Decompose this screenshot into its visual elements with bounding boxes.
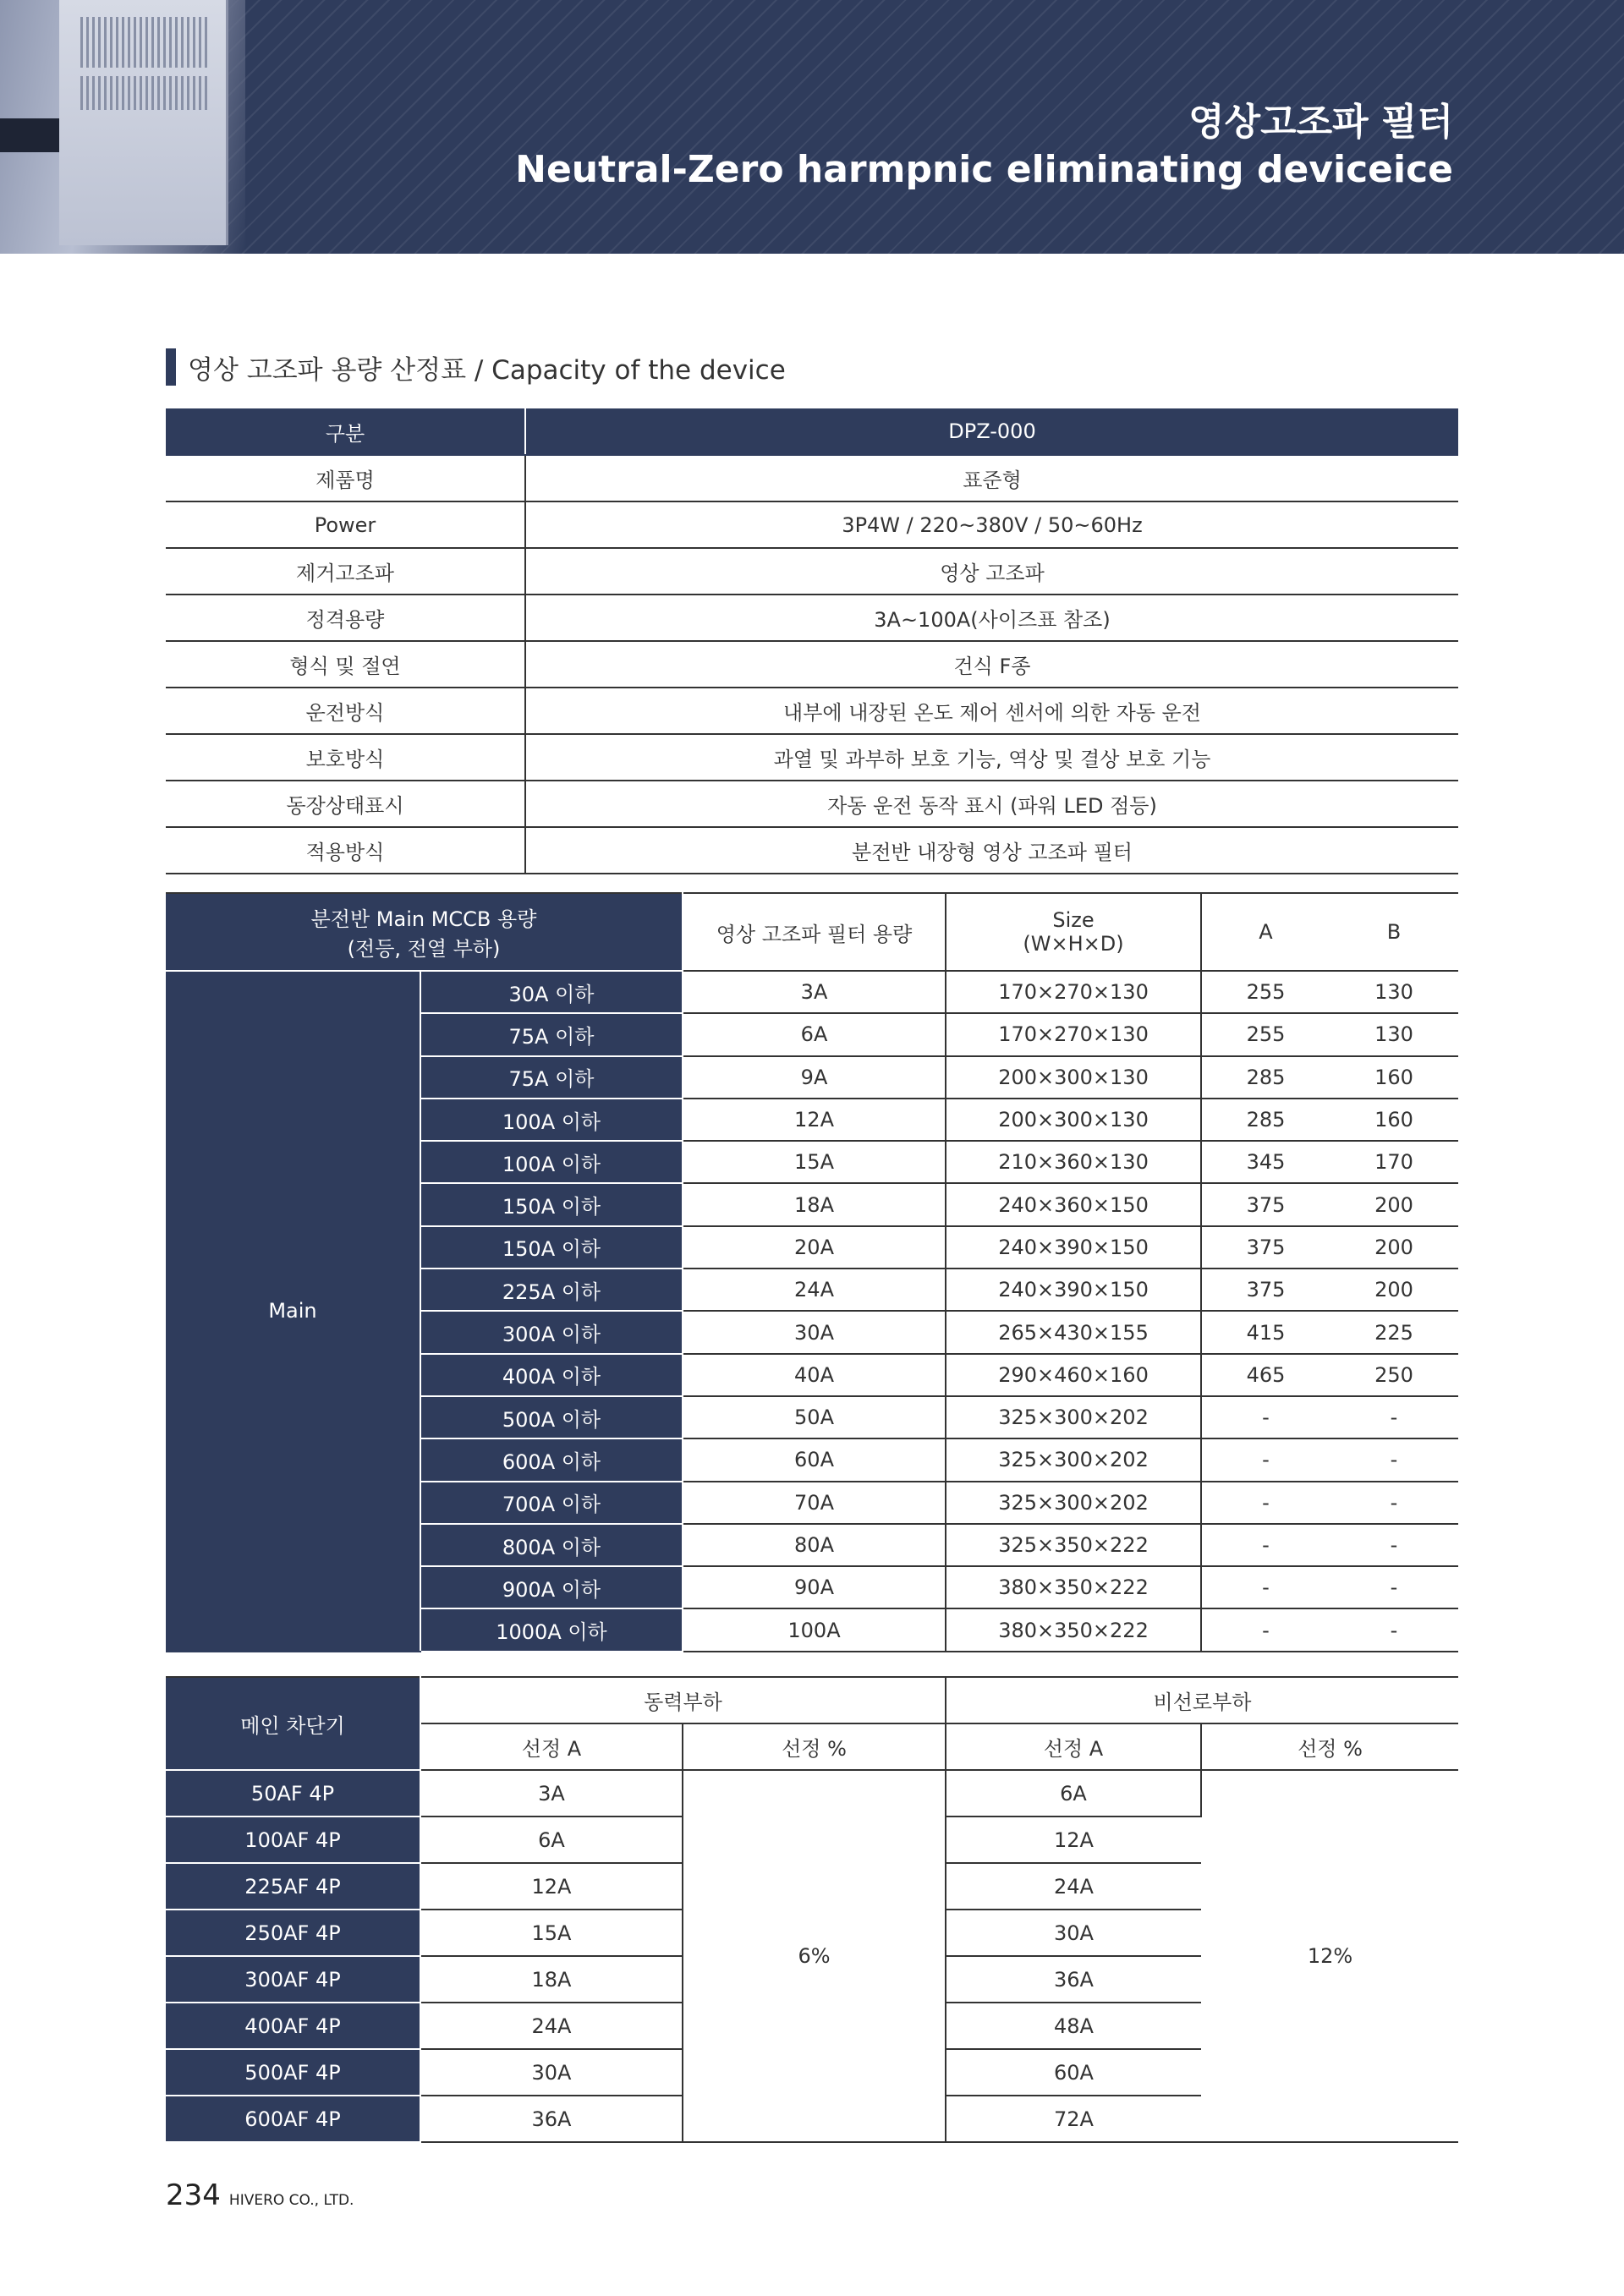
breaker-value: 500AF 4P [166, 2049, 420, 2096]
b-value: 200 [1330, 1183, 1458, 1225]
power-sel-pct-header: 선정 % [683, 1723, 946, 1770]
machine-panel [0, 118, 59, 152]
breaker-header: 메인 차단기 [166, 1677, 420, 1770]
mccb-value: 100A 이하 [420, 1099, 683, 1141]
spec-value: 분전반 내장형 영상 고조파 필터 [525, 827, 1458, 874]
b-value: - [1330, 1396, 1458, 1438]
power-a-value: 3A [420, 1770, 683, 1817]
spec-label: 동장상태표시 [166, 781, 525, 827]
size-value: 210×360×130 [946, 1141, 1201, 1183]
spec-label: Power [166, 501, 525, 548]
a-value: 375 [1201, 1226, 1330, 1269]
power-a-value: 36A [420, 2096, 683, 2142]
power-pct-value: 6% [683, 1770, 946, 2142]
capacity-value: 50A [683, 1396, 946, 1438]
size-value: 325×350×222 [946, 1524, 1201, 1566]
a-value: 415 [1201, 1311, 1330, 1353]
nonlinear-sel-pct-header: 선정 % [1201, 1723, 1458, 1770]
power-a-value: 18A [420, 1956, 683, 2003]
b-value: 130 [1330, 1013, 1458, 1055]
b-value: 160 [1330, 1099, 1458, 1141]
a-value: - [1201, 1438, 1330, 1481]
size-row [166, 971, 1458, 1013]
a-value: 465 [1201, 1354, 1330, 1396]
nonlinear-a-value: 72A [946, 2096, 1201, 2142]
spec-label: 정격용량 [166, 595, 525, 641]
spec-row [166, 641, 1458, 688]
a-value: - [1201, 1608, 1330, 1651]
spec-row [166, 688, 1458, 734]
a-value: 375 [1201, 1269, 1330, 1311]
spec-row [166, 595, 1458, 641]
capacity-header: 영상 고조파 필터 용량 [683, 893, 946, 971]
spec-label: 형식 및 절연 [166, 641, 525, 688]
b-value: - [1330, 1524, 1458, 1566]
breaker-row [166, 1770, 1458, 1817]
b-header: B [1330, 893, 1458, 971]
b-value: 170 [1330, 1141, 1458, 1183]
mccb-value: 150A 이하 [420, 1226, 683, 1269]
a-value: 285 [1201, 1099, 1330, 1141]
banner-title-korean: 영상고조파 필터 [1188, 101, 1453, 144]
mccb-header-line1: 분전반 Main MCCB 용량 [310, 907, 537, 931]
mccb-value: 800A 이하 [420, 1524, 683, 1566]
size-value: 325×300×202 [946, 1396, 1201, 1438]
mccb-value: 700A 이하 [420, 1482, 683, 1524]
nonlinear-sel-a-header: 선정 A [946, 1723, 1201, 1770]
b-value: 130 [1330, 971, 1458, 1013]
spec-label: 제거고조파 [166, 548, 525, 595]
mccb-header [166, 893, 683, 971]
breaker-value: 250AF 4P [166, 1910, 420, 1956]
power-a-value: 24A [420, 2003, 683, 2049]
capacity-value: 100A [683, 1608, 946, 1651]
a-value: - [1201, 1482, 1330, 1524]
spec-label: 제품명 [166, 455, 525, 501]
spec-label: 적용방식 [166, 827, 525, 874]
capacity-value: 80A [683, 1524, 946, 1566]
size-value: 170×270×130 [946, 971, 1201, 1013]
spec-row [166, 548, 1458, 595]
power-sel-a-header: 선정 A [420, 1723, 683, 1770]
power-a-value: 15A [420, 1910, 683, 1956]
nonlinear-a-value: 60A [946, 2049, 1201, 2096]
mccb-value: 600A 이하 [420, 1438, 683, 1481]
company-name: HIVERO CO., LTD. [228, 2192, 354, 2209]
breaker-value: 225AF 4P [166, 1863, 420, 1910]
nonlinear-a-value: 24A [946, 1863, 1201, 1910]
a-value: 255 [1201, 971, 1330, 1013]
spec-value: 표준형 [525, 455, 1458, 501]
spec-value: 과열 및 과부하 보호 기능, 역상 및 결상 보호 기능 [525, 734, 1458, 781]
breaker-value: 50AF 4P [166, 1770, 420, 1817]
mccb-value: 75A 이하 [420, 1013, 683, 1055]
breaker-value: 600AF 4P [166, 2096, 420, 2142]
a-value: 375 [1201, 1183, 1330, 1225]
capacity-value: 18A [683, 1183, 946, 1225]
size-value: 170×270×130 [946, 1013, 1201, 1055]
size-header-line2: (W×H×D) [1023, 932, 1124, 956]
spec-value: 건식 F종 [525, 641, 1458, 688]
size-value: 380×350×222 [946, 1566, 1201, 1608]
mccb-header-line2: (전등, 전열 부하) [347, 937, 501, 961]
spec-value: 3A~100A(사이즈표 참조) [525, 595, 1458, 641]
capacity-value: 60A [683, 1438, 946, 1481]
section-title: 영상 고조파 용량 산정표 / Capacity of the device [188, 354, 786, 386]
mccb-value: 100A 이하 [420, 1141, 683, 1183]
a-value: 345 [1201, 1141, 1330, 1183]
spec-row [166, 501, 1458, 548]
spec-header-label: 구분 [166, 408, 525, 455]
spec-header-row [166, 408, 1458, 455]
power-a-value: 6A [420, 1817, 683, 1863]
spec-label: 보호방식 [166, 734, 525, 781]
size-value: 200×300×130 [946, 1056, 1201, 1099]
b-value: - [1330, 1438, 1458, 1481]
spec-label: 운전방식 [166, 688, 525, 734]
nonlinear-load-header: 비선로부하 [946, 1677, 1458, 1723]
capacity-value: 6A [683, 1013, 946, 1055]
a-header: A [1201, 893, 1330, 971]
capacity-value: 12A [683, 1099, 946, 1141]
nonlinear-a-value: 30A [946, 1910, 1201, 1956]
size-value: 240×390×150 [946, 1269, 1201, 1311]
spec-value: 3P4W / 220~380V / 50~60Hz [525, 501, 1458, 548]
page-footer [166, 2178, 354, 2212]
nonlinear-a-value: 36A [946, 1956, 1201, 2003]
capacity-value: 40A [683, 1354, 946, 1396]
size-value: 380×350×222 [946, 1608, 1201, 1651]
b-value: 160 [1330, 1056, 1458, 1099]
size-header-line1: Size [1052, 908, 1095, 932]
spec-row [166, 455, 1458, 501]
power-load-header: 동력부하 [420, 1677, 946, 1723]
a-value: 285 [1201, 1056, 1330, 1099]
nonlinear-a-value: 6A [946, 1770, 1201, 1817]
mccb-value: 225A 이하 [420, 1269, 683, 1311]
size-value: 325×300×202 [946, 1482, 1201, 1524]
capacity-value: 15A [683, 1141, 946, 1183]
nonlinear-pct-value: 12% [1201, 1770, 1458, 2142]
size-value: 200×300×130 [946, 1099, 1201, 1141]
nonlinear-a-value: 12A [946, 1817, 1201, 1863]
banner-title-english: Neutral-Zero harmpnic eliminating deviceice [515, 148, 1453, 191]
a-value: - [1201, 1396, 1330, 1438]
section-heading [166, 348, 786, 386]
breaker-value: 300AF 4P [166, 1956, 420, 2003]
capacity-value: 9A [683, 1056, 946, 1099]
page-number: 234 [166, 2178, 221, 2212]
a-value: 255 [1201, 1013, 1330, 1055]
spec-row [166, 734, 1458, 781]
mccb-value: 1000A 이하 [420, 1608, 683, 1651]
section-marker [166, 348, 176, 386]
mccb-value: 30A 이하 [420, 971, 683, 1013]
a-value: - [1201, 1524, 1330, 1566]
b-value: 225 [1330, 1311, 1458, 1353]
capacity-value: 30A [683, 1311, 946, 1353]
b-value: 200 [1330, 1226, 1458, 1269]
capacity-value: 3A [683, 971, 946, 1013]
a-value: - [1201, 1566, 1330, 1608]
mccb-value: 300A 이하 [420, 1311, 683, 1353]
spec-row [166, 827, 1458, 874]
spec-row [166, 781, 1458, 827]
size-table [166, 892, 1458, 1652]
b-value: 200 [1330, 1269, 1458, 1311]
capacity-value: 70A [683, 1482, 946, 1524]
breaker-value: 400AF 4P [166, 2003, 420, 2049]
spec-value: 자동 운전 동작 표시 (파워 LED 점등) [525, 781, 1458, 827]
machine-vent [80, 17, 207, 68]
b-value: - [1330, 1482, 1458, 1524]
mccb-value: 500A 이하 [420, 1396, 683, 1438]
breaker-table [166, 1676, 1458, 2143]
mccb-value: 900A 이하 [420, 1566, 683, 1608]
spec-value: 내부에 내장된 온도 제어 센서에 의한 자동 운전 [525, 688, 1458, 734]
breaker-value: 100AF 4P [166, 1817, 420, 1863]
size-value: 240×360×150 [946, 1183, 1201, 1225]
mccb-value: 150A 이하 [420, 1183, 683, 1225]
mccb-value: 75A 이하 [420, 1056, 683, 1099]
spec-value: 영상 고조파 [525, 548, 1458, 595]
capacity-value: 90A [683, 1566, 946, 1608]
machine-vent [80, 76, 207, 110]
product-photo [0, 0, 245, 254]
spec-header-model: DPZ-000 [525, 408, 1458, 455]
size-header-row [166, 893, 1458, 971]
size-value: 265×430×155 [946, 1311, 1201, 1353]
b-value: 250 [1330, 1354, 1458, 1396]
size-value: 290×460×160 [946, 1354, 1201, 1396]
spec-table [166, 408, 1458, 874]
breaker-header-row [166, 1677, 1458, 1723]
capacity-value: 24A [683, 1269, 946, 1311]
header-banner [0, 0, 1624, 254]
b-value: - [1330, 1566, 1458, 1608]
main-label: Main [166, 971, 420, 1652]
mccb-value: 400A 이하 [420, 1354, 683, 1396]
b-value: - [1330, 1608, 1458, 1651]
nonlinear-a-value: 48A [946, 2003, 1201, 2049]
power-a-value: 12A [420, 1863, 683, 1910]
power-a-value: 30A [420, 2049, 683, 2096]
size-value: 325×300×202 [946, 1438, 1201, 1481]
size-header [946, 893, 1201, 971]
size-value: 240×390×150 [946, 1226, 1201, 1269]
capacity-value: 20A [683, 1226, 946, 1269]
